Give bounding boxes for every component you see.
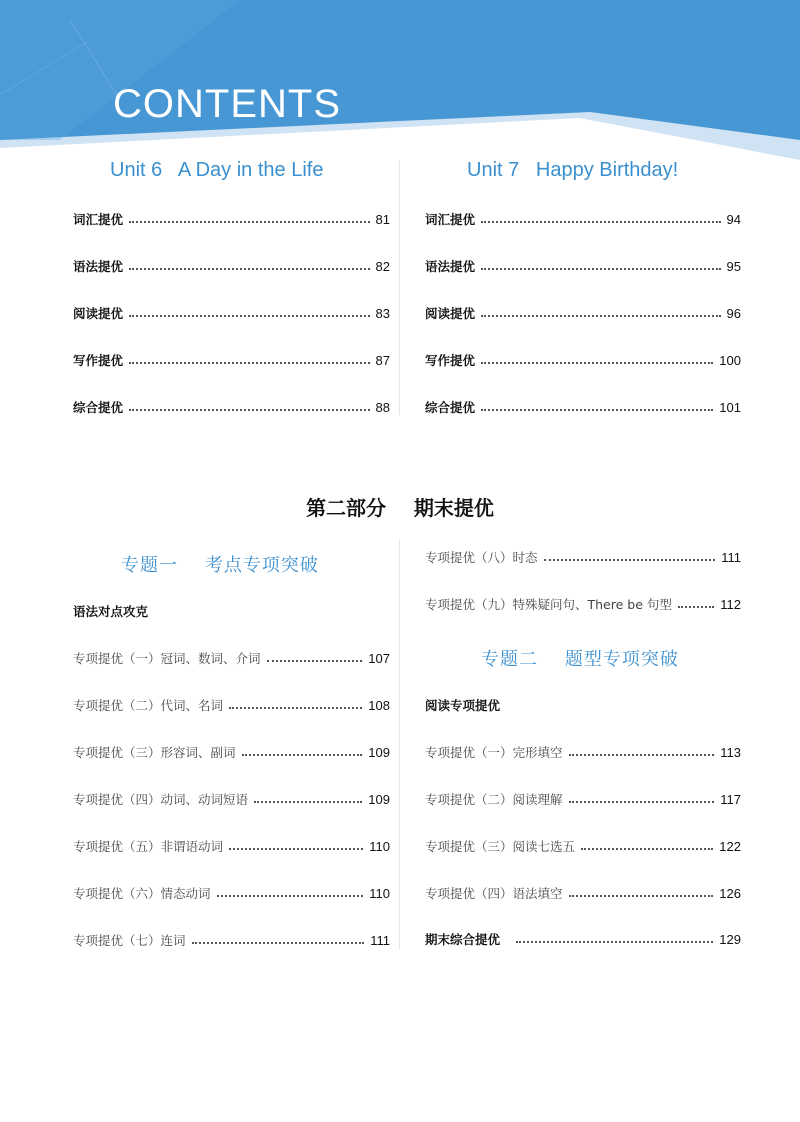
toc-entry-page: 95 — [726, 259, 741, 274]
toc-entry-page: 107 — [368, 651, 390, 666]
toc-entry-page: 81 — [375, 212, 390, 227]
toc-entry-label: 专项提优（一）完形填空 — [425, 745, 563, 760]
toc-entry-label: 语法提优 — [425, 259, 476, 274]
toc-entry[interactable] — [425, 790, 741, 810]
leader-dots — [129, 362, 370, 364]
toc-entry-label: 专项提优（三）阅读七选五 — [425, 839, 576, 854]
toc-entry[interactable] — [73, 931, 390, 951]
toc-entry[interactable] — [73, 257, 390, 277]
toc-entry-label: 语法提优 — [73, 259, 124, 274]
toc-entry-page: 110 — [369, 839, 390, 854]
leader-dots — [217, 895, 364, 897]
toc-entry[interactable] — [425, 743, 741, 763]
toc-entry-label: 写作提优 — [425, 353, 476, 368]
toc-entry-final[interactable] — [425, 930, 741, 950]
toc-entry-page: 88 — [375, 400, 390, 415]
toc-entry-label: 专项提优（四）动词、动词短语 — [73, 792, 249, 807]
toc-entry[interactable] — [73, 837, 390, 857]
toc-entry-page: 122 — [719, 839, 741, 854]
toc-entry[interactable] — [73, 351, 390, 371]
toc-entry[interactable] — [73, 649, 390, 669]
toc-entry-page: 129 — [719, 932, 741, 947]
toc-entry-page: 110 — [369, 886, 390, 901]
toc-entry-label: 专项提优（四）语法填空 — [425, 886, 563, 901]
toc-entry-label: 词汇提优 — [425, 212, 476, 227]
topic1-title: 专题一 考点专项突破 — [121, 555, 319, 576]
toc-entry[interactable] — [73, 304, 390, 324]
toc-entry-label: 综合提优 — [73, 400, 124, 415]
toc-entry-page: 94 — [726, 212, 741, 227]
toc-entry-label: 专项提优（五）非谓语动词 — [73, 839, 224, 854]
toc-entry-page: 82 — [375, 259, 390, 274]
leader-dots — [481, 362, 713, 364]
column-divider-bottom — [399, 540, 400, 950]
toc-entry[interactable] — [73, 884, 390, 904]
leader-dots — [569, 801, 715, 803]
leader-dots — [569, 895, 714, 897]
toc-entry-page: 108 — [368, 698, 390, 713]
toc-entry-page: 109 — [368, 792, 390, 807]
toc-entry-page: 111 — [370, 933, 390, 948]
toc-entry-label: 阅读提优 — [73, 306, 124, 321]
toc-entry-label: 专项提优（一）冠词、数词、介词 — [73, 651, 261, 666]
toc-entry[interactable] — [425, 304, 741, 324]
toc-entry-label: 写作提优 — [73, 353, 124, 368]
topic2-title: 专题二 题型专项突破 — [481, 649, 679, 670]
toc-entry-page: 113 — [720, 745, 741, 760]
leader-dots — [129, 268, 370, 270]
toc-entry-page: 87 — [375, 353, 390, 368]
toc-entry[interactable] — [425, 548, 741, 568]
toc-entry[interactable] — [425, 595, 741, 615]
leader-dots — [581, 848, 713, 850]
toc-entry-page: 126 — [719, 886, 741, 901]
toc-entry[interactable] — [425, 257, 741, 277]
toc-entry[interactable] — [73, 790, 390, 810]
toc-entry[interactable] — [425, 837, 741, 857]
leader-dots — [516, 941, 713, 943]
leader-dots — [678, 606, 714, 608]
toc-entry[interactable] — [425, 351, 741, 371]
leader-dots — [242, 754, 363, 756]
toc-entry-page: 117 — [720, 792, 741, 807]
leader-dots — [481, 268, 721, 270]
toc-entry-page: 96 — [726, 306, 741, 321]
toc-entry[interactable] — [73, 696, 390, 716]
unit6-title: Unit 6 A Day in the Life — [110, 159, 324, 181]
toc-entry[interactable] — [73, 210, 390, 230]
toc-entry-page: 101 — [719, 400, 741, 415]
toc-entry[interactable] — [425, 398, 741, 418]
leader-dots — [544, 559, 716, 561]
toc-entry[interactable] — [73, 743, 390, 763]
part2-title: 第二部分 期末提优 — [306, 496, 494, 520]
leader-dots — [129, 315, 370, 317]
toc-entry-label: 词汇提优 — [73, 212, 124, 227]
toc-entry-label: 专项提优（八）时态 — [425, 550, 538, 565]
topic1-subheading: 语法对点攻克 — [73, 604, 149, 619]
leader-dots — [129, 409, 370, 411]
toc-entry-label: 专项提优（七）连词 — [73, 933, 186, 948]
toc-entry-label: 专项提优（二）代词、名词 — [73, 698, 224, 713]
leader-dots — [254, 801, 362, 803]
toc-entry-label: 综合提优 — [425, 400, 476, 415]
header-banner — [0, 0, 800, 170]
leader-dots — [192, 942, 365, 944]
toc-entry[interactable] — [425, 210, 741, 230]
toc-entry-label: 专项提优（六）情态动词 — [73, 886, 211, 901]
leader-dots — [481, 315, 721, 317]
toc-entry-page: 112 — [720, 597, 741, 612]
leader-dots — [267, 660, 363, 662]
leader-dots — [129, 221, 370, 223]
column-divider-top — [399, 160, 400, 415]
toc-entry-page: 100 — [719, 353, 741, 368]
leader-dots — [481, 221, 721, 223]
toc-entry-label: 阅读提优 — [425, 306, 476, 321]
toc-entry-label: 专项提优（二）阅读理解 — [425, 792, 563, 807]
leader-dots — [229, 707, 362, 709]
toc-entry-page: 109 — [368, 745, 390, 760]
toc-entry[interactable] — [425, 884, 741, 904]
toc-entry-page: 83 — [375, 306, 390, 321]
toc-entry-label: 专项提优（九）特殊疑问句、There be 句型 — [425, 597, 672, 612]
leader-dots — [229, 848, 363, 850]
leader-dots — [569, 754, 715, 756]
contents-title: CONTENTS — [113, 82, 341, 126]
toc-entry[interactable] — [73, 398, 390, 418]
toc-entry-page: 111 — [721, 550, 741, 565]
toc-entry-label: 专项提优（三）形容词、副词 — [73, 745, 236, 760]
toc-entry-label: 期末综合提优 — [425, 932, 501, 947]
unit7-title: Unit 7 Happy Birthday! — [467, 159, 679, 181]
leader-dots — [481, 409, 713, 411]
topic2-subheading: 阅读专项提优 — [425, 698, 501, 713]
